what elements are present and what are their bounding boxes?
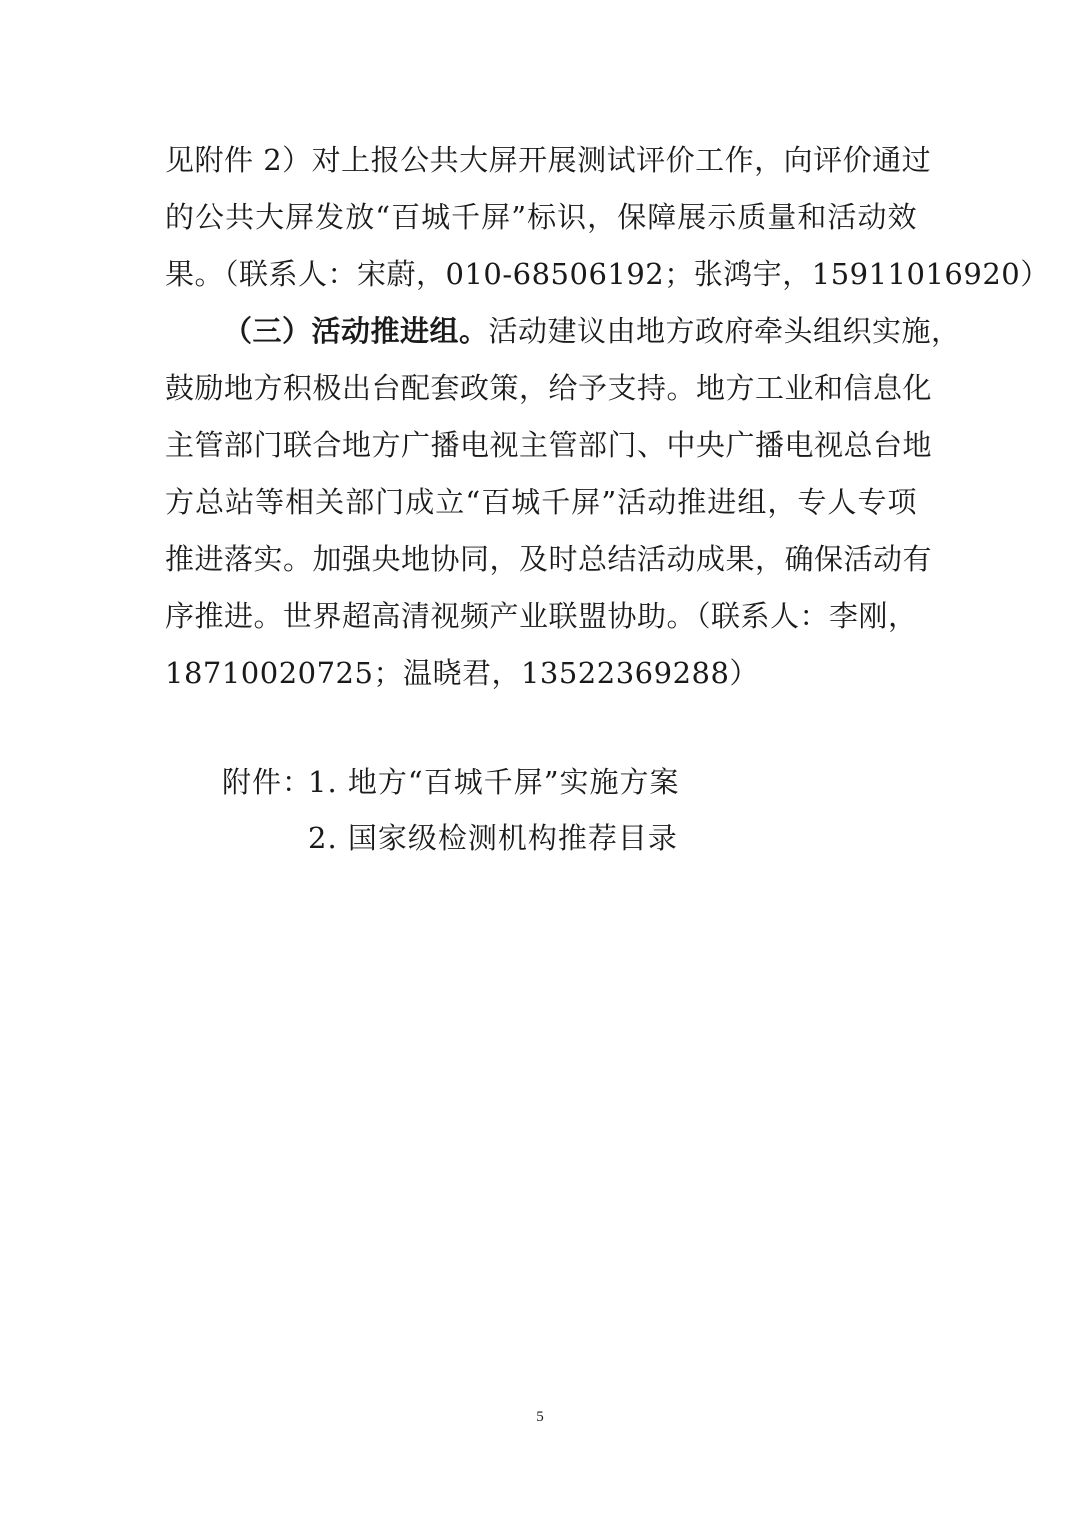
paragraph-2-line-1 [223,311,961,351]
paragraph-2-line-3: 主管部门联合地方广播电视主管部门、中央广播电视总台地 [165,428,933,462]
paragraph-2-line-7: 18710020725；温晓君，13522369288） [165,656,759,690]
attachment-item-2: 2. 国家级检测机构推荐目录 [308,821,678,855]
paragraph-2-line-2: 鼓励地方积极出台配套政策，给予支持。地方工业和信息化 [165,371,933,405]
page-number: 5 [536,1409,544,1425]
paragraph-2-line-1-text: 活动建议由地方政府牵头组织实施， [488,314,961,348]
section-heading: （三）活动推进组。 [223,314,489,348]
paragraph-2-line-6: 序推进。世界超高清视频产业联盟协助。（联系人：李刚， [165,599,918,633]
paragraph-1-line-1: 见附件 2）对上报公共大屏开展测试评价工作，向评价通过 [165,143,932,177]
paragraph-2-line-5: 推进落实。加强央地协同，及时总结活动成果，确保活动有 [165,542,933,576]
attachment-item-1: 1. 地方“百城千屏”实施方案 [308,765,680,799]
paragraph-1-line-3: 果。（联系人：宋蔚，010-68506192；张鸿宇，15911016920） [165,257,1050,291]
paragraph-1-line-2: 的公共大屏发放“百城千屏”标识，保障展示质量和活动效 [165,200,917,234]
attachments-label: 附件： [222,765,313,799]
paragraph-2-line-4: 方总站等相关部门成立“百城千屏”活动推进组，专人专项 [165,485,917,519]
